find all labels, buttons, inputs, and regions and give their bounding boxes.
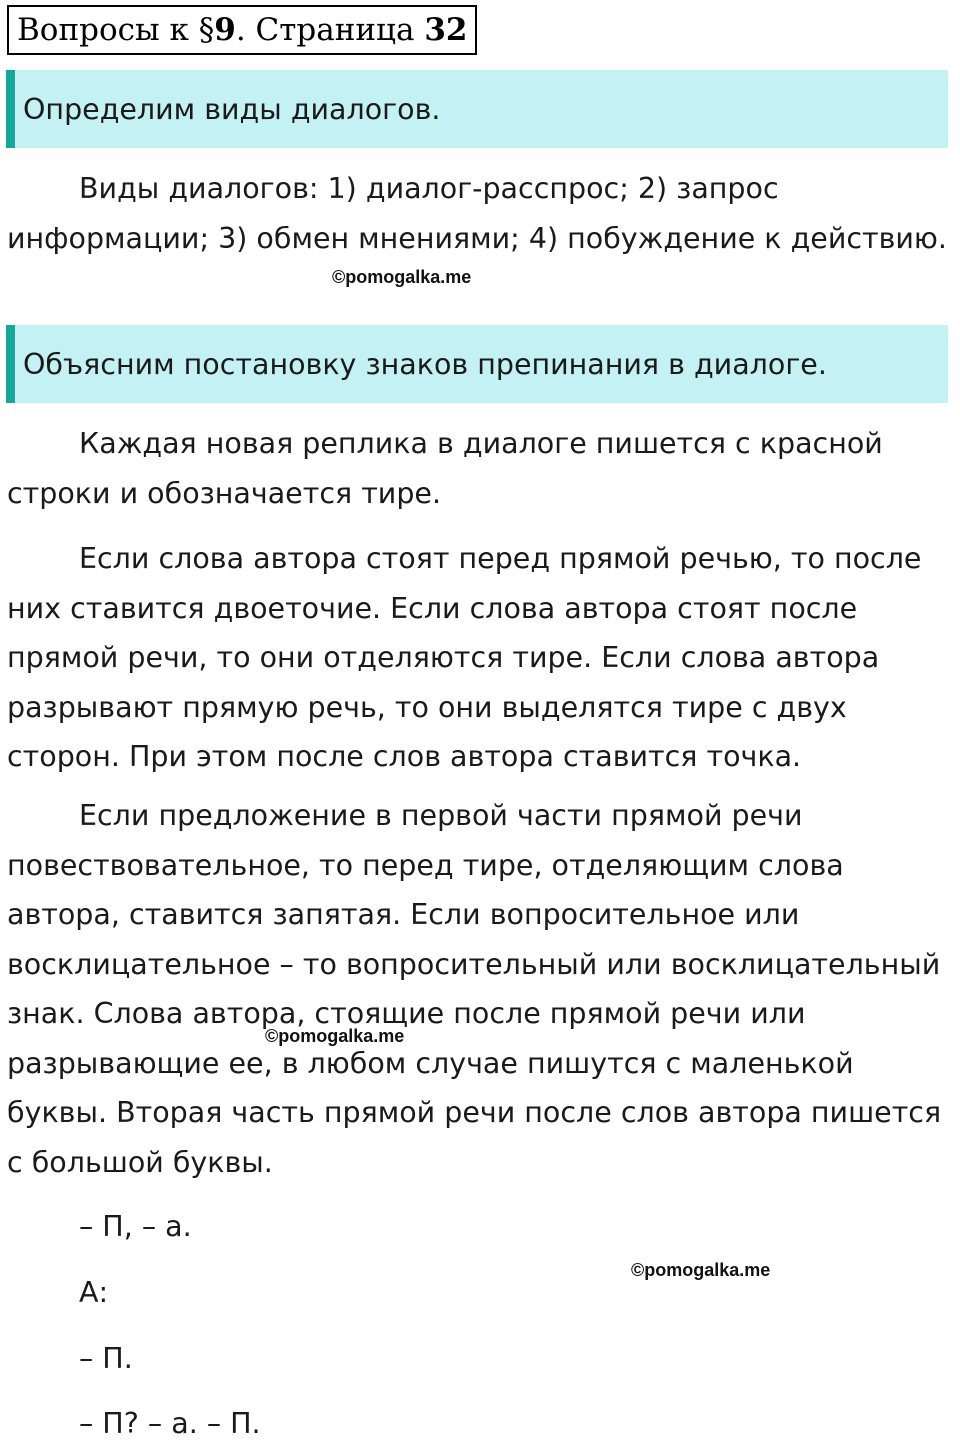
scheme-line: – П.: [79, 1342, 133, 1375]
scheme-line: А:: [79, 1276, 109, 1309]
paragraph-sentence-types: Если предложение в первой части прямой речи повествовательное, то перед тире, отделяющим слова автора, ставится запятая. Если вопросительное или восклицательное – то вопросительный или восклицательный знак. Слова автора, стоящие после прямой речи или разрывающие ее, в любом случае пишутся с маленькой буквы. Вторая часть прямой речи после слов автора пишется с большой буквы.: [7, 799, 942, 1179]
title-separator: . Страница: [235, 12, 425, 48]
page-title: [7, 5, 477, 55]
section-heading-dialog-types: [6, 70, 948, 148]
watermark: ©pomogalka.me: [631, 1260, 771, 1280]
watermark: ©pomogalka.me: [332, 267, 472, 287]
scheme-line: – П, – а.: [79, 1210, 192, 1243]
section-heading-text: Определим виды диалогов.: [23, 92, 441, 126]
title-prefix: Вопросы к §: [17, 12, 215, 48]
title-paragraph-number: 9: [214, 12, 236, 48]
paragraph-new-replica: Каждая новая реплика в диалоге пишется с красной строки и обозначается тире.: [7, 427, 883, 510]
paragraph-author-words: Если слова автора стоят перед прямой речью, то после них ставится двоеточие. Если слова автора стоят после прямой речи, то они отделяются тире. Если слова автора разрывают прямую речь, то они выделятся тире с двух сторон. При этом после слов автора ставится точка.: [7, 542, 922, 773]
paragraph-dialog-types: Виды диалогов: 1) диалог-расспрос; 2) запрос информации; 3) обмен мнениями; 4) побуждение к действию.: [7, 172, 947, 255]
watermark: ©pomogalka.me: [265, 1026, 405, 1046]
section-heading-text: Объясним постановку знаков препинания в диалоге.: [23, 347, 827, 381]
section-heading-punctuation: [6, 325, 948, 403]
scheme-line: – П? – а. – П.: [79, 1407, 261, 1440]
title-page-number: 32: [424, 12, 468, 48]
